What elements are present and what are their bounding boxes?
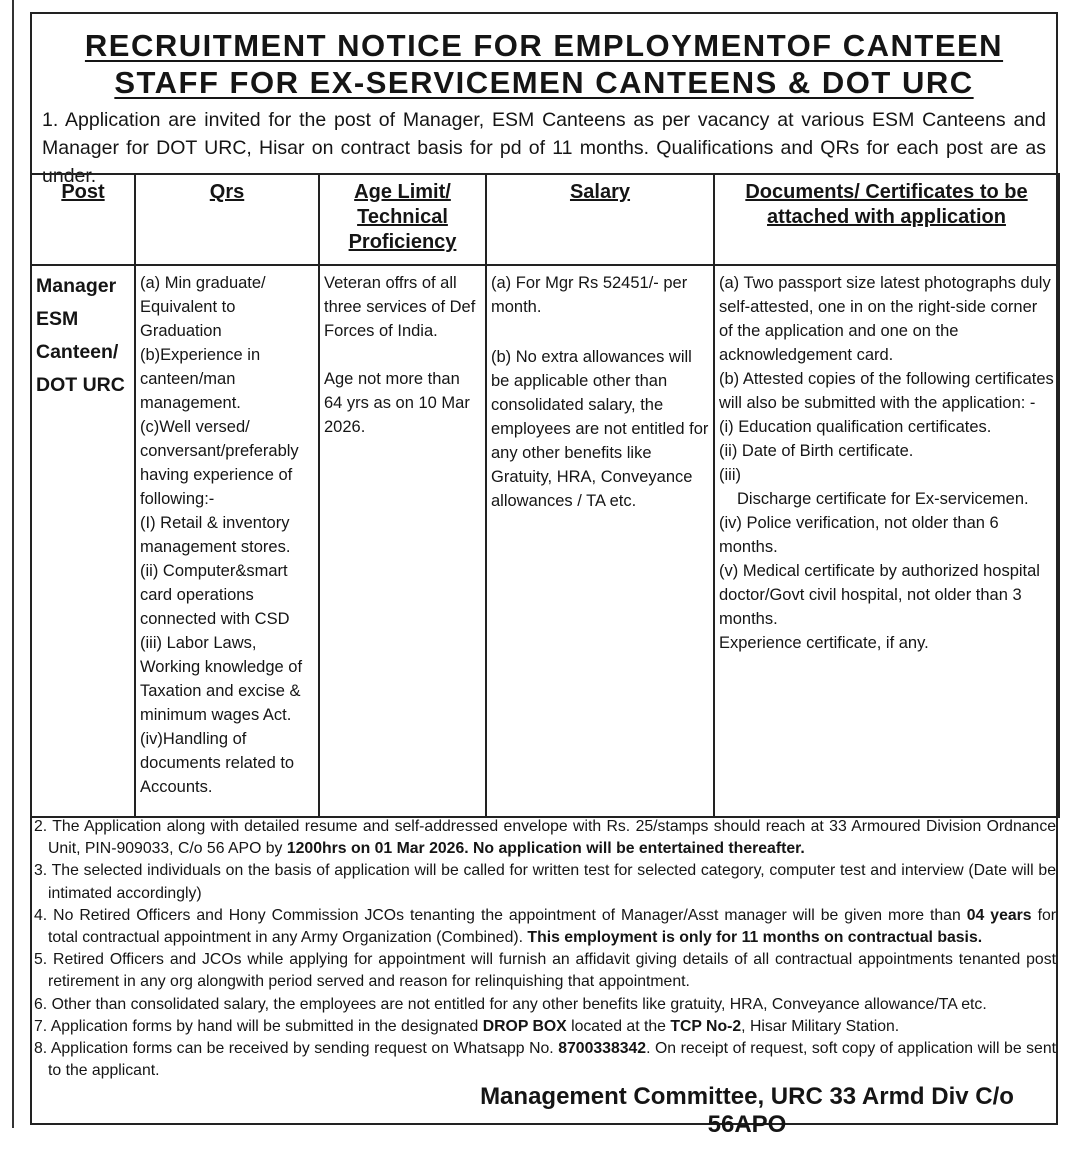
note-emphasis: 04 years [966, 906, 1032, 924]
signature-committee: Management Committee, URC 33 Armd Div C/o 56APO [480, 1083, 1014, 1138]
intro-paragraph: 1. Application are invited for the post of Manager, ESM Canteens as per vacancy at various ESM Canteens and Manager for DOT URC, Hisar on contract basis for pd of 11 months. Qualifications and QRs for each post are as under. [42, 109, 1046, 187]
note-deadline: 1200hrs on 01 Mar 2026. No application will be entertained thereafter. [286, 840, 805, 858]
note-text: . On receipt of request, soft copy of application will be sent to the applicant. [48, 1040, 1056, 1080]
note-text: located at the [566, 1017, 671, 1035]
note-6: 6. Other than consolidated salary, the employees are not entitled for any other benefits like gratuity, HRA, Conveyance allowance/TA etc. [34, 995, 987, 1013]
cell-salary [486, 265, 714, 817]
note-text: 4. No Retired Officers and Hony Commission JCOs tenanting the appointment of Manager/Asst manager will be given more than [34, 906, 967, 924]
header-qrs: Qrs [135, 174, 319, 265]
note-text: for total contractual appointment in any Army Organization (Combined). [48, 906, 1057, 947]
salary-allowances: (b) No extra allowances will be applicable other than consolidated salary, the employees are not entitled for any other benefits like Gratuity, HRA, Conveyance allowances / TA etc. [491, 348, 709, 510]
note-emphasis: This employment is only for 11 months on contractual basis. [527, 929, 983, 947]
note-text: 7. Application forms by hand will be submitted in the designated [34, 1017, 483, 1035]
doc-item: (i) Education qualification certificates. [719, 418, 992, 436]
note-2 [34, 816, 1056, 860]
notice-title-line-1: RECRUITMENT NOTICE FOR EMPLOYMENTOF CANTEEN [84, 28, 1004, 63]
doc-item: (a) Two passport size latest photographs duly self-attested, one in on the right-side corner of the application and one on the acknowledgement card. [719, 274, 1051, 364]
recruitment-notice [30, 12, 1058, 1138]
notes-list [34, 816, 1056, 1082]
doc-item: (v) Medical certificate by authorized hospital doctor/Govt civil hospital, not older than 3 months. [719, 562, 1040, 628]
whatsapp-number: 8700338342 [558, 1040, 647, 1058]
note-4 [34, 905, 1056, 949]
notice-title-line-2: STAFF FOR EX-SERVICEMEN CANTEENS & DOT URC [114, 65, 974, 100]
doc-item: (ii) Date of Birth certificate. [719, 442, 914, 460]
cell-qrs: (a) Min graduate/ Equivalent to Graduation (b)Experience in canteen/man management. (c)Well versed/ conversant/preferably having experience of following:- (I) Retail & inventory management stores. (ii) Computer&smart card operations connected with CSD (iii) Labor Laws, Working knowledge of Taxation and excise & minimum wages Act. (iv)Handling of documents related to Accounts. [135, 265, 319, 817]
header-salary: Salary [486, 174, 714, 265]
doc-item: Experience certificate, if any. [719, 634, 929, 652]
doc-item: (iii) [719, 466, 741, 484]
page-margin-line [12, 0, 14, 1128]
note-5: 5. Retired Officers and JCOs while applying for appointment will furnish an affidavit giving details of all contractual appointments tenanted post retirement in any org alongwith period served and reason for relinquishing that appointment. [34, 951, 1056, 991]
table-row [31, 265, 1059, 817]
note-text: 2. The Application along with detailed resume and self-addressed envelope with Rs. 25/stamps should reach at 33 Armoured Division Ordnance Unit, PIN-909033, C/o 56 APO by [34, 818, 1056, 858]
note-text: , Hisar Military Station. [741, 1017, 900, 1035]
doc-item: Discharge certificate for Ex-servicemen. [737, 490, 1029, 508]
header-post: Post [31, 174, 135, 265]
note-7 [34, 1016, 1056, 1038]
cell-post: Manager ESM Canteen/ DOT URC [31, 265, 135, 817]
header-documents: Documents/ Certificates to be attached with application [714, 174, 1059, 265]
table-header-row [31, 174, 1059, 265]
note-emphasis: DROP BOX [482, 1017, 567, 1035]
note-emphasis: TCP No-2 [670, 1017, 742, 1035]
note-text: 8. Application forms can be received by sending request on Whatsapp No. [34, 1040, 559, 1058]
cell-documents [714, 265, 1059, 817]
qualification-table [30, 173, 1060, 818]
header-age-limit: Age Limit/ Technical Proficiency [319, 174, 486, 265]
doc-item: (b) Attested copies of the following certificates will also be submitted with the application: - [719, 370, 1054, 412]
doc-item: (iv) Police verification, not older than 6 months. [719, 514, 999, 556]
salary-amount: (a) For Mgr Rs 52451/- per month. [491, 274, 688, 316]
note-3: 3. The selected individuals on the basis of application will be called for written test for selected category, computer test and interview (Date will be intimated accordingly) [34, 862, 1056, 902]
cell-age-limit: Veteran offrs of all three services of Def Forces of India. Age not more than 64 yrs as on 10 Mar 2026. [319, 265, 486, 817]
note-8 [34, 1038, 1056, 1082]
